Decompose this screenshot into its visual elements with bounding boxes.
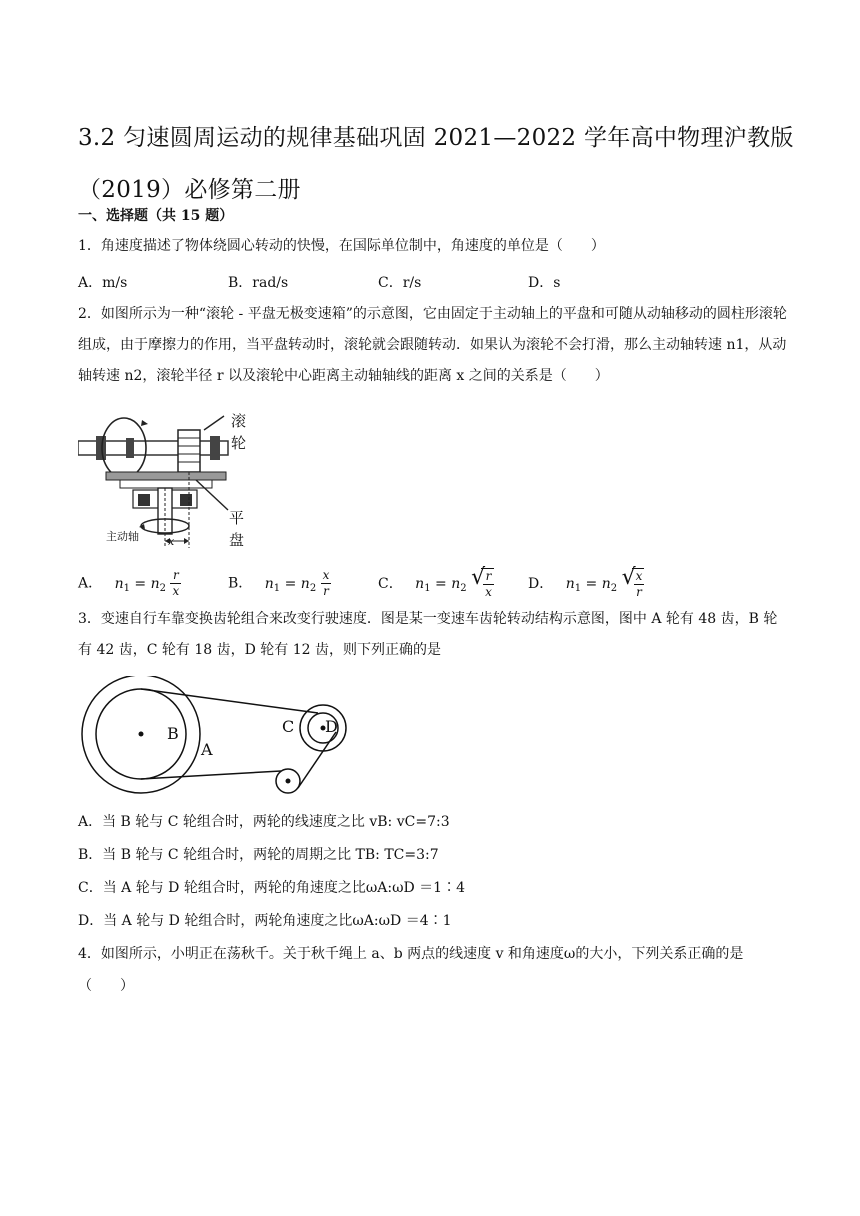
question-3-option-d: D．当 A 轮与 D 轮组合时，两轮角速度之比ωA:ωD ＝4∶1	[78, 913, 452, 929]
document-title	[78, 112, 798, 216]
question-2-option-c: C． $n_1 = n_2$ √ $\frac{r}{x}$	[378, 568, 494, 600]
disk-label: 平盘	[229, 509, 245, 549]
question-1-option-b: B．rad/s	[228, 275, 289, 291]
roller-label: 滚轮	[231, 412, 247, 452]
section-heading: 一、选择题（共 15 题）	[78, 208, 234, 224]
question-1-option-a: A．m/s	[78, 275, 128, 291]
gear-label-c: C	[282, 717, 295, 736]
distance-x-label: x	[168, 535, 175, 548]
gear-label-a: A	[201, 740, 213, 759]
title-line-2: （2019）必修第二册	[78, 177, 301, 203]
question-1-stem: 1．角速度描述了物体绕圆心转动的快慢，在国际单位制中，角速度的单位是（ ）	[78, 238, 605, 254]
question-2-option-a: A． $n_1 = n_2$ $\frac{r}{x}$	[78, 568, 180, 598]
question-2-option-d: D． $n_1 = n_2$ √ $\frac{x}{r}$	[528, 568, 644, 600]
question-3-option-b: B．当 B 轮与 C 轮组合时，两轮的周期之比 TB: TC=3:7	[78, 847, 439, 863]
question-3-option-c: C．当 A 轮与 D 轮组合时，两轮的角速度之比ωA:ωD ＝1∶4	[78, 880, 465, 896]
gear-diagram	[78, 676, 358, 800]
title-line-1: 3.2 匀速圆周运动的规律基础巩固 2021—2022 学年高中物理沪教版	[78, 125, 794, 151]
question-3-option-a: A．当 B 轮与 C 轮组合时，两轮的线速度之比 vB: vC=7:3	[78, 814, 450, 830]
main-axis-label: 主动轴	[106, 530, 139, 543]
question-3-stem: 3．变速自行车靠变换齿轮组合来改变行驶速度．图是某一变速车齿轮转动结构示意图，图中 A 轮有 48 齿，B 轮有 42 齿，C 轮有 18 齿，D 轮有 12 齿，则下列正确的是	[78, 611, 778, 658]
question-4-stem: 4．如图所示，小明正在荡秋千。关于秋千绳上 a、b 两点的线速度 v 和角速度ω的大小，下列关系正确的是	[78, 946, 744, 962]
question-4-stem-line2: （ ）	[78, 978, 134, 994]
question-1-option-d: D．s	[528, 275, 561, 291]
question-1-option-c: C．r/s	[378, 275, 422, 291]
question-2-stem: 2．如图所示为一种“滚轮 - 平盘无极变速箱”的示意图，它由固定于主动轴上的平盘和可随从动轴移动的圆柱形滚轮组成，由于摩擦力的作用，当平盘转动时，滚轮就会跟随转动．如果认为滚轮不会打滑，那么主动轴转速 n1，从动轴转速 n2，滚轮半径 r 以及滚轮中心距离主动轴轴线的距离 x 之间的关系是（ ）	[78, 306, 787, 384]
gear-label-b: B	[167, 724, 179, 743]
gear-label-d: D	[325, 717, 338, 736]
question-2-option-b: B． $n_1 = n_2$ $\frac{x}{r}$	[228, 568, 330, 598]
